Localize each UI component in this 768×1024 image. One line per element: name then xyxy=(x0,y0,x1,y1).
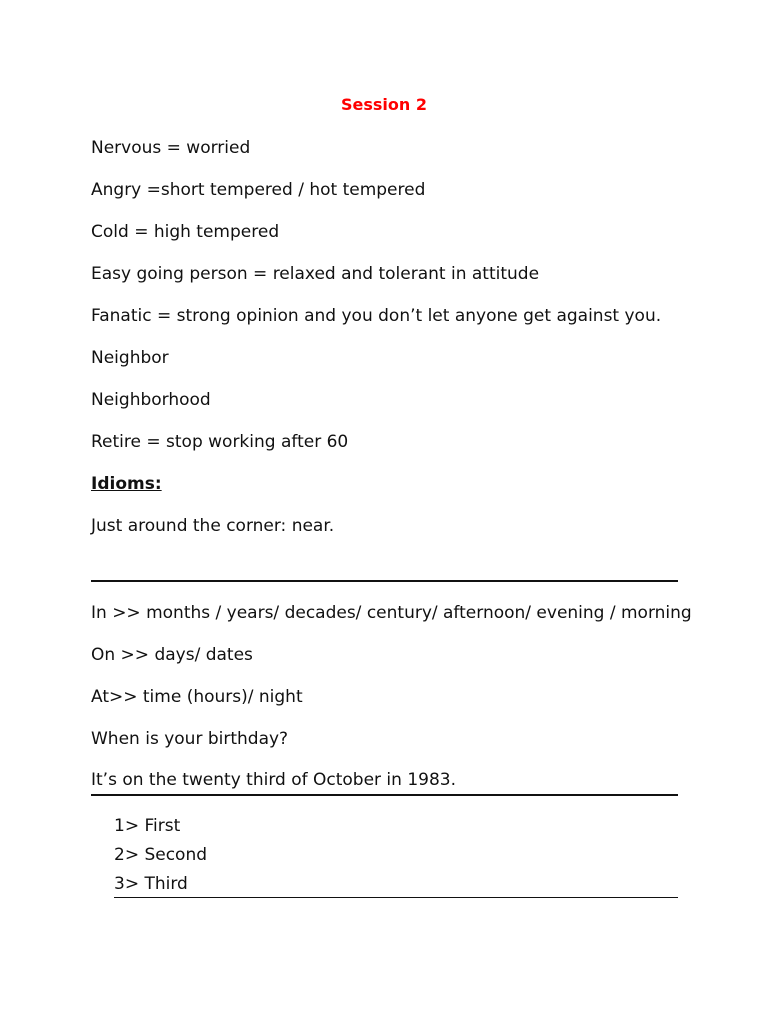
vocab-line-angry: Angry =short tempered / hot tempered xyxy=(91,180,426,200)
ordinal-item-first: 1> First xyxy=(114,816,181,836)
vocab-line-nervous: Nervous = worried xyxy=(91,138,251,158)
preposition-line-in: In >> months / years/ decades/ century/ afternoon/ evening / morning xyxy=(91,603,692,623)
vocab-line-retire: Retire = stop working after 60 xyxy=(91,432,349,452)
preposition-line-on: On >> days/ dates xyxy=(91,645,253,665)
idiom-line: Just around the corner: near. xyxy=(91,516,335,536)
vocab-line-easy-going: Easy going person = relaxed and tolerant in attitude xyxy=(91,264,540,284)
question-line: When is your birthday? xyxy=(91,729,289,749)
section-divider-2 xyxy=(91,794,678,796)
ordinal-item-third: 3> Third xyxy=(114,874,188,894)
vocab-line-fanatic: Fanatic = strong opinion and you don’t let anyone get against you. xyxy=(91,306,662,326)
vocab-line-cold: Cold = high tempered xyxy=(91,222,280,242)
vocab-line-neighbor: Neighbor xyxy=(91,348,169,368)
answer-line: It’s on the twenty third of October in 1983. xyxy=(91,770,457,790)
idioms-heading: Idioms: xyxy=(91,474,162,494)
ordinal-item-second: 2> Second xyxy=(114,845,208,865)
section-divider-1 xyxy=(91,580,678,582)
preposition-line-at: At>> time (hours)/ night xyxy=(91,687,303,707)
vocab-line-neighborhood: Neighborhood xyxy=(91,390,211,410)
page-title: Session 2 xyxy=(341,95,427,114)
section-divider-3 xyxy=(114,897,678,898)
